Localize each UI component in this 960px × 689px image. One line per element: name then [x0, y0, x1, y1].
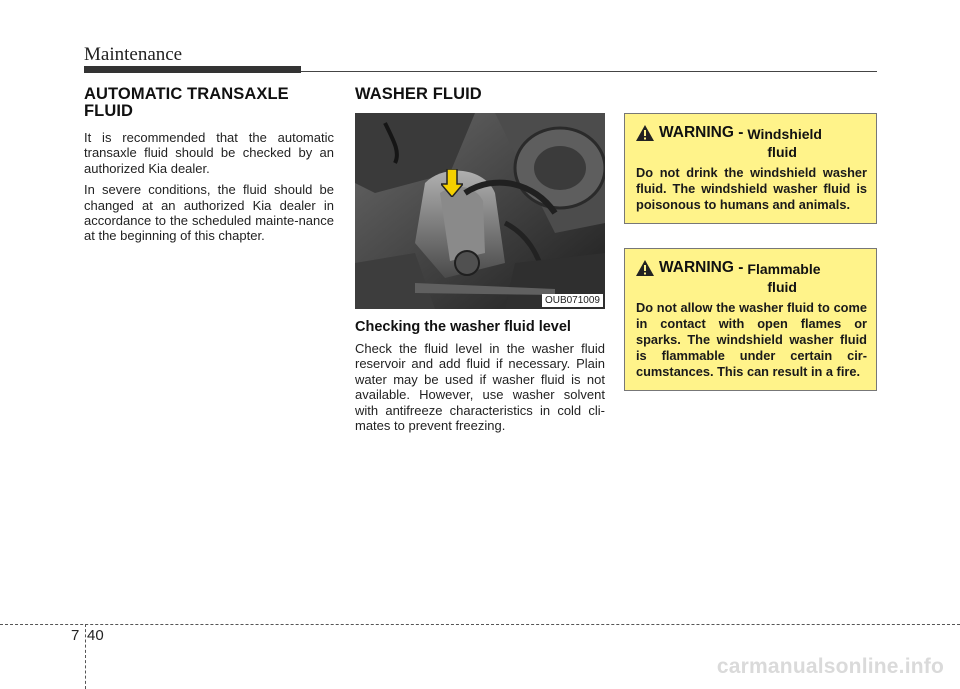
- chapter-number: 7: [71, 627, 80, 644]
- warning-text: Do not drink the windshield washer fluid. The windshield washer fluid is poisonous to humans and animals.: [636, 165, 867, 212]
- engine-bay-photo: [355, 113, 605, 309]
- engine-bay-illustration: [355, 113, 605, 309]
- footer-rule: [0, 624, 960, 625]
- warning-subject: [747, 261, 837, 295]
- warning-triangle-icon: [636, 260, 654, 276]
- transaxle-section: [84, 86, 334, 250]
- transaxle-heading-line1: AUTOMATIC TRANSAXLE: [84, 85, 289, 103]
- warning-box-flammable-fluid: [624, 248, 877, 391]
- warning-text: Do not allow the washer fluid to come in contact with open flames or sparks. The windshield washer fluid is flammable under certain cir-cumstances. This can result in a fire.: [636, 300, 867, 379]
- transaxle-paragraph-1: It is recommended that the automatic transaxle fluid should be checked by an authorized Kia dealer.: [84, 130, 334, 176]
- location-arrow-icon: [441, 169, 463, 197]
- washer-section: [355, 86, 605, 439]
- transaxle-heading-line2: FLUID: [84, 102, 134, 120]
- washer-paragraph: Check the fluid level in the washer fluid reservoir and add fluid if necessary. Plain water may be used if washer fluid is not available. However, use washer solvent with antifreeze characteristics in cold cli-mates to prevent freezing.: [355, 341, 605, 434]
- page-header-title: Maintenance: [84, 44, 183, 65]
- header-bar: [84, 66, 301, 73]
- warning-triangle-icon: [636, 125, 654, 141]
- warning-subject-line2: fluid: [767, 279, 797, 295]
- footer-divider: [85, 624, 86, 689]
- transaxle-heading: [84, 86, 334, 120]
- warning-header: [636, 124, 867, 160]
- warning-header: [636, 259, 867, 295]
- warning-subject-line1: Flammable: [747, 261, 821, 277]
- transaxle-paragraph-2: In severe conditions, the fluid should be changed at an authorized Kia dealer in accordance to the scheduled mainte-nance at the beginning of this chapter.: [84, 182, 334, 244]
- warning-word: WARNING -: [659, 259, 744, 276]
- warning-word: WARNING -: [659, 124, 744, 141]
- page-number: 40: [87, 627, 104, 644]
- warning-subject: [747, 126, 837, 160]
- warning-subject-line2: fluid: [767, 144, 797, 160]
- warning-box-windshield-fluid: [624, 113, 877, 224]
- warning-subject-line1: Windshield: [747, 126, 822, 142]
- washer-heading: WASHER FLUID: [355, 85, 482, 103]
- header-rule: [301, 71, 877, 72]
- photo-code: OUB071009: [542, 294, 603, 307]
- washer-subheading: Checking the washer fluid level: [355, 319, 571, 335]
- warnings-column: [624, 113, 877, 415]
- watermark: carmanualsonline.info: [716, 655, 944, 678]
